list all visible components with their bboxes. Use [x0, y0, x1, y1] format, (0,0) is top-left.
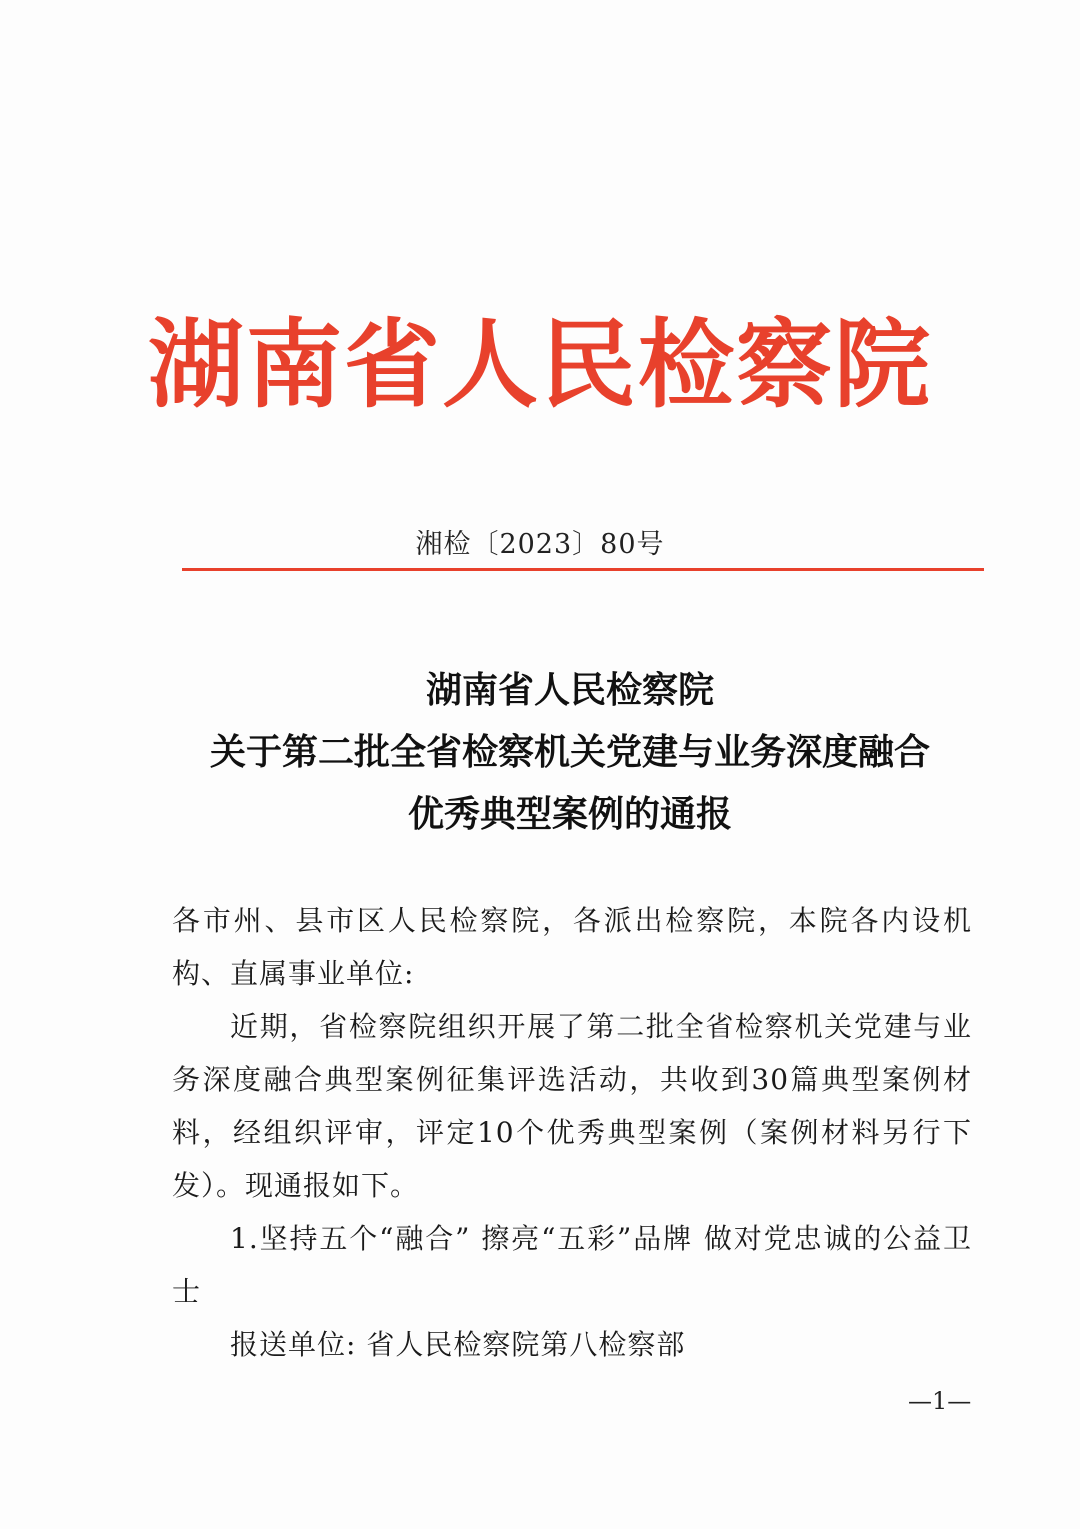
red-divider-line — [182, 568, 984, 571]
title-line-2: 关于第二批全省检察机关党建与业务深度融合 — [209, 732, 930, 773]
title-line-1: 湖南省人民检察院 — [425, 670, 714, 711]
page-number: —1— — [908, 1387, 972, 1415]
document-body — [172, 894, 972, 1371]
title-line-3: 优秀典型案例的通报 — [407, 794, 732, 835]
document-title — [150, 660, 990, 846]
case-item-1-title: 1.坚持五个“融合” 擦亮“五彩”品牌 做对党忠诚的公益卫士 — [172, 1222, 972, 1308]
case-item-1-unit: 报送单位: 省人民检察院第八检察部 — [230, 1328, 686, 1361]
document-number: 湘检〔2023〕80号 — [415, 529, 665, 560]
intro-paragraph: 近期，省检察院组织开展了第二批全省检察机关党建与业务深度融合典型案例征集评选活动，共收到30篇典型案例材料，经组织评审，评定10个优秀典型案例（案例材料另行下发）。现通报如下。 — [172, 1010, 972, 1202]
masthead-title: 湖南省人民检察院 — [148, 309, 932, 421]
addressee-paragraph: 各市州、县市区人民检察院，各派出检察院，本院各内设机构、直属事业单位: — [172, 904, 972, 990]
